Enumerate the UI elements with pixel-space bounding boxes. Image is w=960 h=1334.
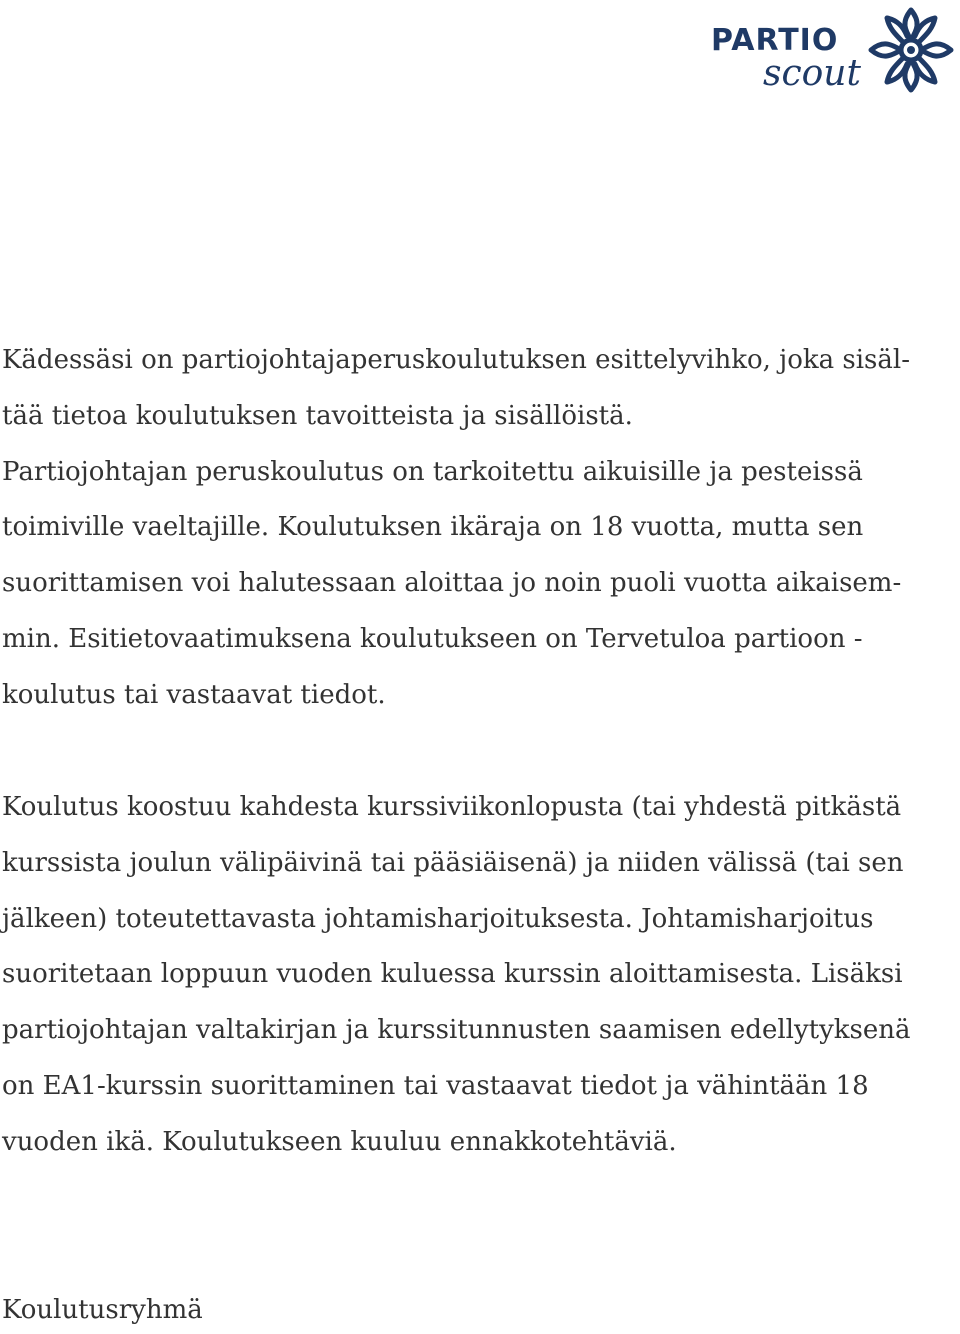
structure-line: partiojohtajan valtakirjan ja kurssitunnusten saamisen edellytyksenä — [2, 1015, 911, 1046]
intro-line: Partiojohtajan peruskoulutus on tarkoitettu aikuisille ja pesteissä — [2, 456, 863, 487]
intro-line: toimiville vaeltajille. Koulutuksen ikäraja on 18 vuotta, mutta sen — [2, 512, 864, 543]
structure-line: jälkeen) toteutettavasta johtamisharjoituksesta. Johtamisharjoitus — [2, 903, 874, 934]
partio-scout-logo — [705, 4, 955, 96]
structure-line: Koulutus koostuu kahdesta kurssiviikonlopusta (tai yhdestä pitkästä — [2, 792, 902, 822]
intro-line: suorittamisen voi halutessaan aloittaa jo noin puoli vuotta aikaisem- — [2, 568, 902, 599]
scout-lily-emblem-icon — [865, 4, 957, 96]
structure-line: on EA1-kurssin suorittaminen tai vastaavat tiedot ja vähintään 18 — [2, 1070, 869, 1101]
intro-paragraph — [2, 333, 910, 724]
structure-paragraph — [2, 780, 911, 1171]
intro-line: tää tietoa koulutuksen tavoitteista ja sisällöistä. — [2, 400, 633, 431]
logo-word-partio: PARTIO — [711, 23, 839, 58]
structure-line: suoritetaan loppuun vuoden kuluessa kurssin aloittamisesta. Lisäksi — [2, 959, 903, 990]
intro-line: min. Esitietovaatimuksena koulutukseen on Tervetuloa partioon - — [2, 623, 863, 654]
intro-line: koulutus tai vastaavat tiedot. — [2, 679, 386, 710]
structure-line: vuoden ikä. Koulutukseen kuuluu ennakkotehtäviä. — [2, 1126, 677, 1157]
logo-word-scout: scout — [763, 53, 861, 94]
section-heading-koulutusryhma: Koulutusryhmä — [2, 1295, 203, 1325]
structure-line: kurssista joulun välipäivinä tai pääsiäisenä) ja niiden välissä (tai sen — [2, 847, 904, 878]
intro-line: Kädessäsi on partiojohtajaperuskoulutuksen esittelyvihko, joka sisäl- — [2, 345, 910, 375]
